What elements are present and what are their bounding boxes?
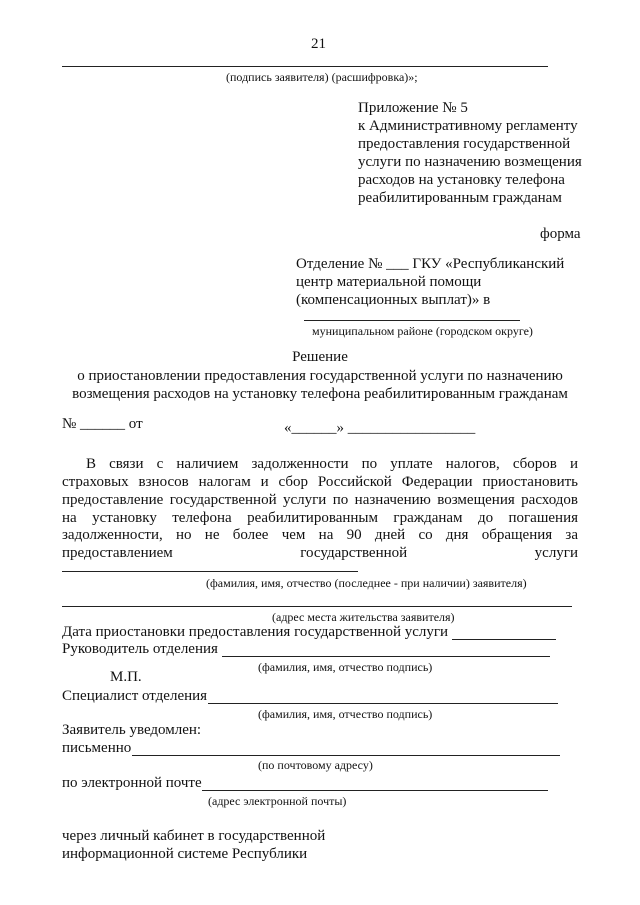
email-line[interactable] xyxy=(202,790,548,791)
signature-caption: (подпись заявителя) (расшифровка)»; xyxy=(226,70,418,84)
addressee-line: центр материальной помощи xyxy=(296,274,482,290)
head-sign-line[interactable] xyxy=(222,656,550,657)
email-caption: (адрес электронной почты) xyxy=(208,794,347,808)
applicant-address-caption: (адрес места жительства заявителя) xyxy=(272,610,455,624)
appendix-line: реабилитированным гражданам xyxy=(358,190,562,206)
body-line: В связи с наличием задолженности по уплате налогов, сборов и xyxy=(86,456,578,472)
addressee-line: (компенсационных выплат)» в xyxy=(296,292,491,308)
body-line: предоставлением государственной услуги xyxy=(62,545,578,561)
suspension-date-label: Дата приостановки предоставления государственной услуги xyxy=(62,624,449,640)
district-caption: муниципальном районе (городском округе) xyxy=(312,324,533,338)
form-label: форма xyxy=(540,226,581,242)
body-line: задолженности, но не более чем на 90 дней со дня обращения за xyxy=(62,527,578,543)
decision-date: «______» _________________ xyxy=(284,420,476,436)
decision-subtitle: о приостановлении предоставления государственной услуги по назначению xyxy=(77,368,563,384)
applicant-name-caption: (фамилия, имя, отчество (последнее - при наличии) заявителя) xyxy=(206,576,527,590)
notified-label: Заявитель уведомлен: xyxy=(62,722,202,738)
body-line: на установку телефона реабилитированным гражданам до погашения xyxy=(62,510,578,526)
appendix-line: к Административному регламенту xyxy=(358,118,578,134)
page-number: 21 xyxy=(311,36,326,52)
appendix-line: предоставления государственной xyxy=(358,136,571,152)
specialist-sign-line[interactable] xyxy=(208,703,558,704)
appendix-line: расходов на установку телефона xyxy=(358,172,565,188)
cabinet-line: через личный кабинет в государственной xyxy=(62,828,326,844)
body-line: предоставление государственной услуги по назначению возмещения расходов xyxy=(62,492,578,508)
appendix-line: услуги по назначению возмещения xyxy=(358,154,582,170)
body-line: страховых взносов налогам и сбор Российской Федерации приостановить xyxy=(62,474,578,490)
email-label: по электронной почте xyxy=(62,775,202,791)
head-label: Руководитель отделения xyxy=(62,641,218,657)
stamp-label: М.П. xyxy=(110,669,142,685)
addressee-line: Отделение № ___ ГКУ «Республиканский xyxy=(296,256,565,272)
district-line xyxy=(304,320,520,321)
written-label: письменно xyxy=(62,740,132,756)
applicant-address-line[interactable] xyxy=(62,606,572,607)
suspension-date-line[interactable] xyxy=(452,639,556,640)
specialist-sign-caption: (фамилия, имя, отчество подпись) xyxy=(258,707,433,721)
decision-title: Решение xyxy=(292,349,348,365)
signature-line xyxy=(62,66,548,67)
cabinet-line: информационной системе Республики xyxy=(62,846,308,862)
applicant-name-line[interactable] xyxy=(62,571,358,572)
specialist-label: Специалист отделения xyxy=(62,688,208,704)
head-sign-caption: (фамилия, имя, отчество подпись) xyxy=(258,660,433,674)
postal-line[interactable] xyxy=(132,755,560,756)
appendix-line: Приложение № 5 xyxy=(358,100,468,116)
decision-number: № ______ от xyxy=(62,416,143,432)
postal-caption: (по почтовому адресу) xyxy=(258,758,373,772)
decision-subtitle: возмещения расходов на установку телефона реабилитированным гражданам xyxy=(72,386,568,402)
